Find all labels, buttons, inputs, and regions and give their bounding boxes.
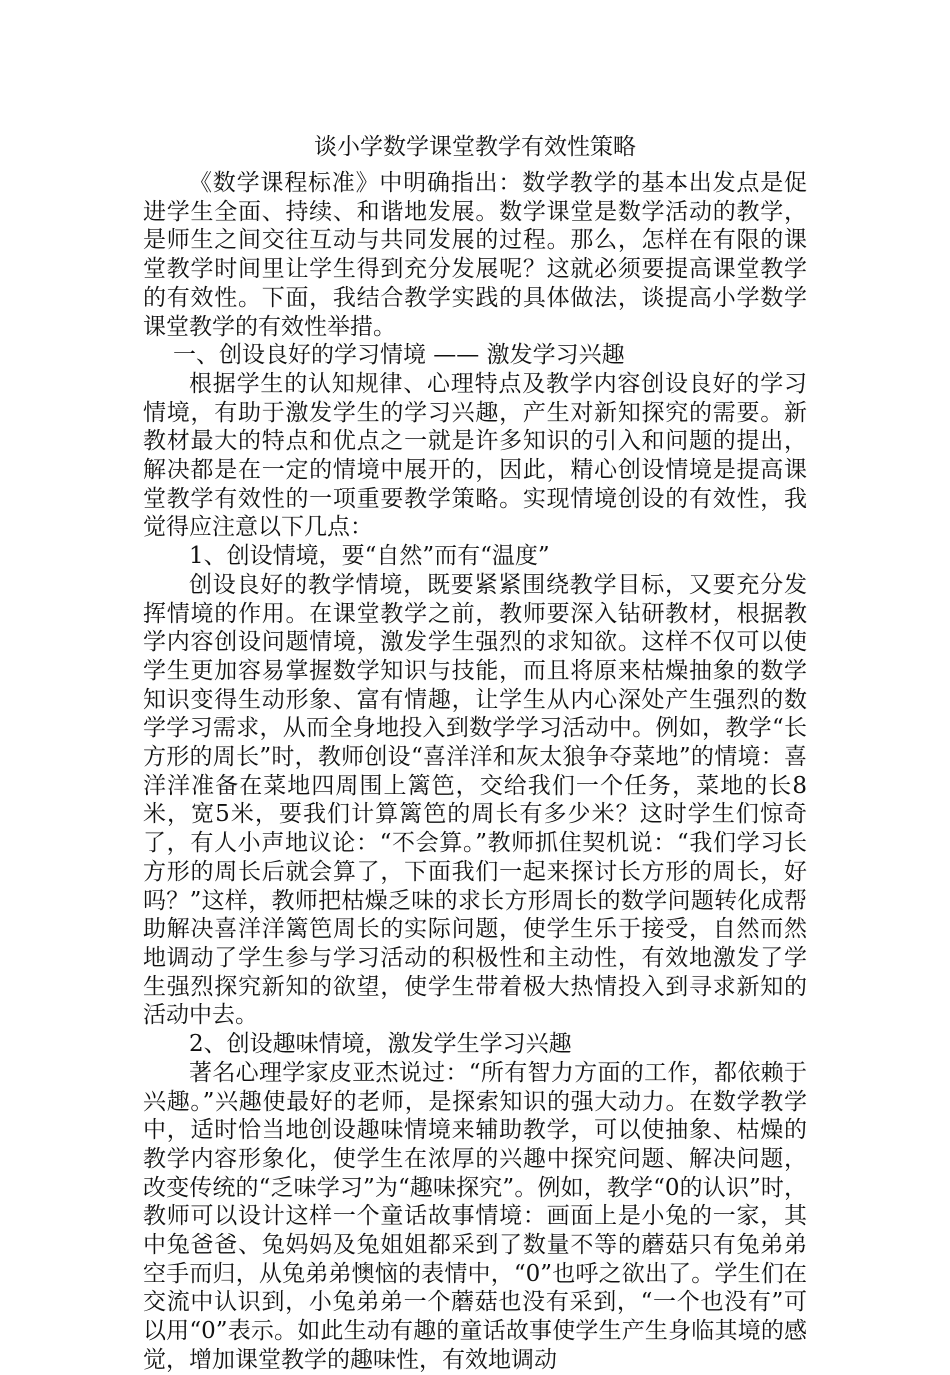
point-1-paragraph: 创设良好的教学情境，既要紧紧围绕教学目标，又要充分发挥情境的作用。在课堂教学之前，教师要深入钻研教材，根据教学内容创设问题情境，激发学生强烈的求知欲。这样不仅可以使学生更加容易掌握数学知识与技能，而且将原来枯燥抽象的数学知识变得生动形象、富有情趣，让学生从内心深处产生强烈的数学学习需求，从而全身地投入到数学学习活动中。例如，教学“长方形的周长”时，教师创设“喜洋洋和灰太狼争夺菜地”的情境：喜洋洋准备在菜地四周围上篱笆，交给我们一个任务，菜地的长8米，宽5米，要我们计算篱笆的周长有多少米？这时学生们惊奇了，有人小声地议论：“不会算。”教师抓住契机说：“我们学习长方形的周长后就会算了，下面我们一起来探讨长方形的周长，好吗？”这样，教师把枯燥乏味的求长方形周长的数学问题转化成帮助解决喜洋洋篱笆周长的实际问题，使学生乐于接受，自然而然地调动了学生参与学习活动的积极性和主动性，有效地激发了学生强烈探究新知的欲望，使学生带着极大热情投入到寻求新知的活动中去。	[143, 571, 807, 1029]
document-title: 谈小学数学课堂教学有效性策略	[314, 134, 636, 160]
section-1-paragraph: 根据学生的认知规律、心理特点及教学内容创设良好的学习情境，有助于激发学生的学习兴趣，产生对新知探究的需要。新教材最大的特点和优点之一就是许多知识的引入和问题的提出，解决都是在一定的情境中展开的，因此，精心创设情境是提高课堂教学有效性的一项重要教学策略。实现情境创设的有效性，我觉得应注意以下几点：	[143, 370, 807, 541]
point-2-heading: 2、创设趣味情境，激发学生学习兴趣	[189, 1031, 572, 1058]
intro-paragraph: 《数学课程标准》中明确指出：数学教学的基本出发点是促进学生全面、持续、和谐地发展。数学课堂是数学活动的教学，是师生之间交往互动与共同发展的过程。那么，怎样在有限的课堂教学时间里让学生得到充分发展呢？这就必须要提高课堂教学的有效性。下面，我结合教学实践的具体做法，谈提高小学数学课堂教学的有效性举措。	[143, 170, 807, 340]
point-2-paragraph: 著名心理学家皮亚杰说过：“所有智力方面的工作，都依赖于兴趣。”兴趣使最好的老师，是探索知识的强大动力。在数学教学中，适时恰当地创设趣味情境来辅助教学，可以使抽象、枯燥的教学内容形象化，使学生在浓厚的兴趣中探究问题、解决问题，改变传统的“乏味学习”为“趣味探究”。例如，教学“0的认识”时，教师可以设计这样一个童话故事情境：画面上是小兔的一家，其中兔爸爸、兔妈妈及兔姐姐都采到了数量不等的蘑菇只有兔弟弟空手而归，从兔弟弟懊恼的表情中，“0”也呼之欲出了。学生们在交流中认识到，小兔弟弟一个蘑菇也没有采到，“一个也没有”可以用“0”表示。如此生动有趣的童话故事使学生产生身临其境的感觉，增加课堂教学的趣味性，有效地调动	[143, 1059, 807, 1373]
section-1-heading: 一、创设良好的学习情境 —— 激发学习兴趣	[173, 342, 625, 369]
point-1-heading: 1、创设情境，要“自然”而有“温度”	[189, 543, 550, 570]
document-page	[143, 132, 807, 1375]
